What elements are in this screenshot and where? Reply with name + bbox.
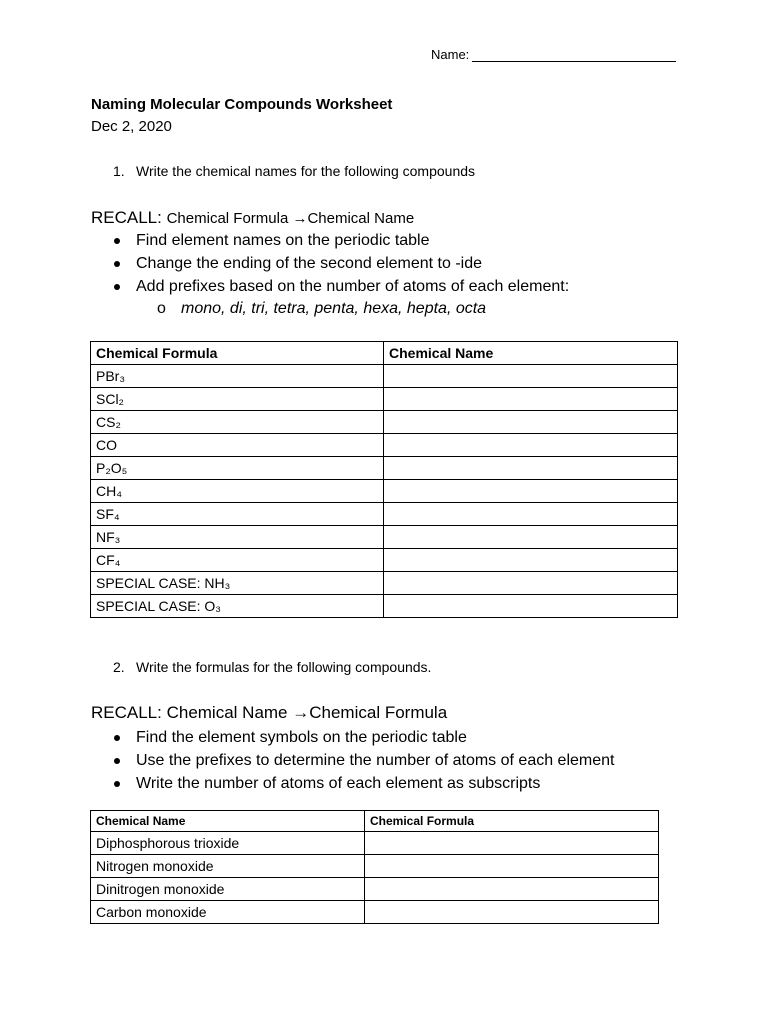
bullet-item: Find element names on the periodic table [110, 231, 569, 254]
name-blank-line[interactable] [472, 49, 676, 62]
table-header-row [91, 811, 659, 832]
table-row [91, 549, 678, 572]
table-row [91, 901, 659, 924]
answer-cell[interactable] [384, 411, 678, 434]
question-text: Write the formulas for the following compounds. [136, 659, 432, 675]
column-header: Chemical Name [384, 342, 678, 365]
name-cell: Carbon monoxide [91, 901, 365, 924]
table-row [91, 411, 678, 434]
answer-cell[interactable] [365, 832, 659, 855]
table-row [91, 457, 678, 480]
worksheet-title: Naming Molecular Compounds Worksheet [91, 96, 393, 113]
answer-cell[interactable] [365, 855, 659, 878]
formula-cell: SPECIAL CASE: O₃ [91, 595, 384, 618]
name-field[interactable] [431, 47, 676, 62]
formula-cell: CO [91, 434, 384, 457]
formula-cell: CF₄ [91, 549, 384, 572]
question-2 [113, 659, 431, 675]
recall-2-bullets [110, 728, 614, 797]
answer-cell[interactable] [384, 595, 678, 618]
question-number: 2. [113, 659, 125, 675]
formula-cell: NF₃ [91, 526, 384, 549]
column-header: Chemical Formula [91, 342, 384, 365]
prefix-list-text: mono, di, tri, tetra, penta, hexa, hepta, octa [181, 300, 487, 317]
table-row [91, 878, 659, 901]
answer-cell[interactable] [365, 878, 659, 901]
column-header: Chemical Name [91, 811, 365, 832]
table-row [91, 572, 678, 595]
table-row [91, 855, 659, 878]
table-row [91, 595, 678, 618]
question-1 [113, 163, 475, 179]
name-cell: Dinitrogen monoxide [91, 878, 365, 901]
bullet-item: Write the number of atoms of each element as subscripts [110, 774, 614, 797]
table-row [91, 526, 678, 549]
table-row [91, 480, 678, 503]
table-row [91, 503, 678, 526]
table-row [91, 388, 678, 411]
sub-bullet-marker: o [157, 300, 166, 317]
formula-cell: SF₄ [91, 503, 384, 526]
formula-to-name-table [90, 341, 678, 618]
bullet-item: Add prefixes based on the number of atoms of each element: [110, 277, 569, 300]
bullet-item: Change the ending of the second element to -ide [110, 254, 569, 277]
question-text: Write the chemical names for the following compounds [136, 163, 476, 179]
recall-1-bullets [110, 231, 569, 300]
bullet-item: Use the prefixes to determine the number of atoms of each element [110, 751, 614, 774]
formula-cell: CS₂ [91, 411, 384, 434]
bullet-item: Find the element symbols on the periodic table [110, 728, 614, 751]
prefix-list [157, 300, 486, 318]
answer-cell[interactable] [384, 480, 678, 503]
formula-cell: SPECIAL CASE: NH₃ [91, 572, 384, 595]
answer-cell[interactable] [384, 434, 678, 457]
worksheet-date: Dec 2, 2020 [91, 118, 172, 135]
table-header-row [91, 342, 678, 365]
name-cell: Diphosphorous trioxide [91, 832, 365, 855]
name-to-formula-table [90, 810, 659, 924]
answer-cell[interactable] [384, 457, 678, 480]
answer-cell[interactable] [384, 549, 678, 572]
recall-text: Chemical Formula →Chemical Name [166, 210, 415, 227]
formula-cell: CH₄ [91, 480, 384, 503]
formula-cell: SCl₂ [91, 388, 384, 411]
question-number: 1. [113, 163, 125, 179]
recall-prefix: RECALL: [91, 208, 167, 227]
answer-cell[interactable] [384, 526, 678, 549]
column-header: Chemical Formula [365, 811, 659, 832]
table-row [91, 832, 659, 855]
answer-cell[interactable] [384, 572, 678, 595]
formula-cell: P₂O₅ [91, 457, 384, 480]
table-row [91, 434, 678, 457]
answer-cell[interactable] [384, 365, 678, 388]
recall-heading-2: RECALL: Chemical Name →Chemical Formula [91, 703, 448, 722]
answer-cell[interactable] [365, 901, 659, 924]
recall-heading-1 [91, 208, 414, 228]
name-cell: Nitrogen monoxide [91, 855, 365, 878]
formula-cell: PBr₃ [91, 365, 384, 388]
table-row [91, 365, 678, 388]
answer-cell[interactable] [384, 388, 678, 411]
name-label: Name: [431, 47, 470, 62]
answer-cell[interactable] [384, 503, 678, 526]
